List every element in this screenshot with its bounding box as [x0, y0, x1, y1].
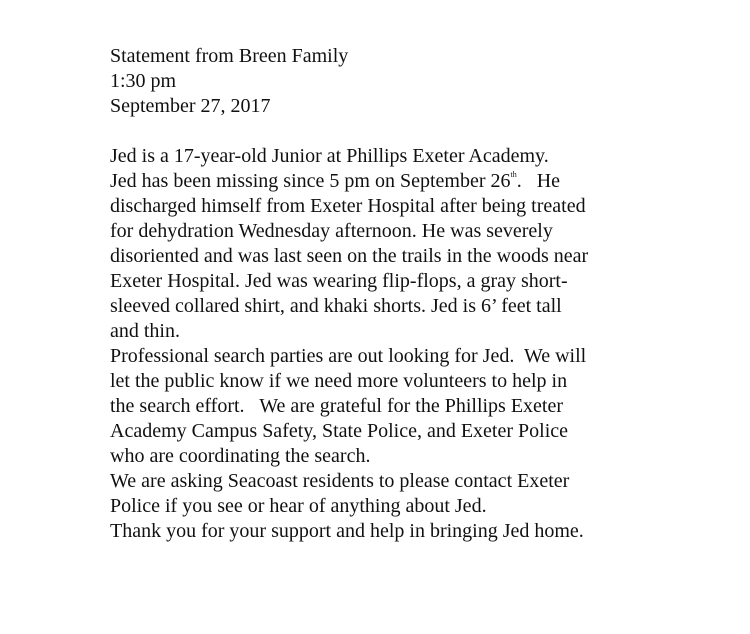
- paragraph-line: who are coordinating the search.: [110, 445, 371, 467]
- paragraph-search-effort: [110, 344, 730, 469]
- paragraph-contact-request: [110, 469, 730, 519]
- ordinal-suffix: th: [510, 170, 517, 179]
- paragraph-thanks: [110, 519, 730, 544]
- missing-since-text-end: . He: [516, 170, 561, 192]
- paragraph-line: let the public know if we need more volunteers to help in: [110, 370, 568, 392]
- paragraph-line: Jed is a 17-year-old Junior at Phillips Exeter Academy.: [110, 145, 549, 167]
- paragraph-line: Professional search parties are out looking for Jed. We will: [110, 345, 587, 367]
- paragraph-line: [110, 169, 730, 194]
- paragraph-line: sleeved collared shirt, and khaki shorts. Jed is 6’ feet tall: [110, 295, 562, 317]
- statement-title: Statement from Breen Family: [110, 45, 349, 67]
- paragraph-line: disoriented and was last seen on the trails in the woods near: [110, 245, 589, 267]
- paragraph-line: We are asking Seacoast residents to please contact Exeter: [110, 470, 570, 492]
- statement-date: September 27, 2017: [110, 95, 271, 117]
- paragraph-line: Academy Campus Safety, State Police, and Exeter Police: [110, 420, 569, 442]
- paragraph-missing-details: [110, 169, 730, 344]
- statement-time: 1:30 pm: [110, 70, 177, 92]
- header-spacer: [110, 119, 730, 144]
- paragraph-line: for dehydration Wednesday afternoon. He was severely: [110, 220, 553, 242]
- paragraph-line: Exeter Hospital. Jed was wearing flip-flops, a gray short-: [110, 270, 568, 292]
- paragraph-line: the search effort. We are grateful for the Phillips Exeter: [110, 395, 564, 417]
- statement-header: [110, 44, 730, 119]
- statement-document: [110, 44, 730, 544]
- paragraph-line: discharged himself from Exeter Hospital after being treated: [110, 195, 586, 217]
- paragraph-line: and thin.: [110, 320, 180, 342]
- missing-since-text: Jed has been missing since 5 pm on September 26: [110, 170, 511, 192]
- paragraph-line: Police if you see or hear of anything about Jed.: [110, 495, 487, 517]
- paragraph-line: Thank you for your support and help in bringing Jed home.: [110, 520, 584, 542]
- paragraph-intro: [110, 144, 730, 169]
